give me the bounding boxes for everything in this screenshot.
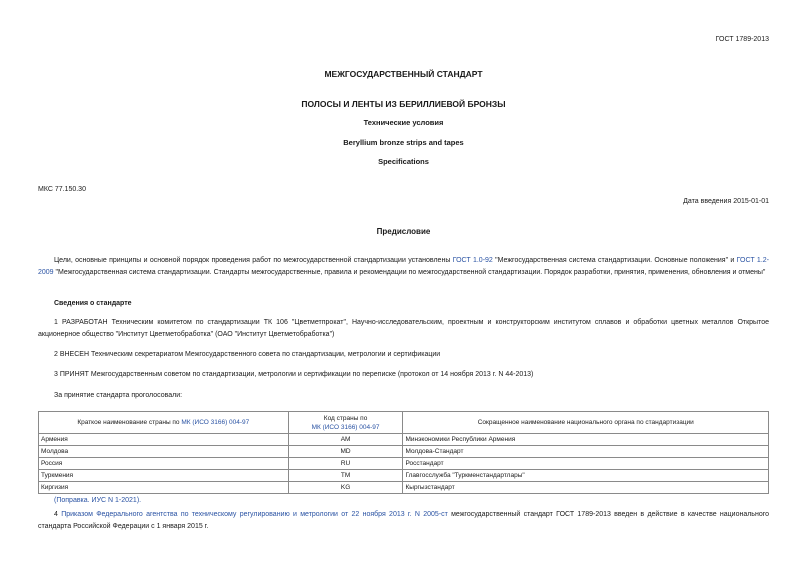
body-cell: Росстандарт (403, 458, 769, 470)
table-row (39, 434, 769, 446)
code-cell: TM (288, 470, 403, 482)
order-paragraph (38, 509, 769, 533)
standard-info-heading: Сведения о стандарте (54, 300, 132, 307)
country-cell: Молдова (39, 446, 289, 458)
document-code: ГОСТ 1789-2013 (715, 36, 769, 43)
col1-text: Краткое наименование страны по (77, 419, 182, 426)
table-row (39, 458, 769, 470)
body-cell: Главгосслужба "Туркменстандартлары" (403, 470, 769, 482)
gost-1-2-2009-link[interactable]: ГОСТ 1.2-2009 (38, 257, 769, 276)
gost-1-0-92-link[interactable]: ГОСТ 1.0-92 (452, 257, 493, 264)
standard-type-heading: МЕЖГОСУДАРСТВЕННЫЙ СТАНДАРТ (324, 69, 483, 79)
mk-iso-link-2[interactable]: МК (ИСО 3166) 004-97 (311, 423, 380, 431)
national-body-header: Сокращенное наименование национального органа по стандартизации (403, 412, 769, 434)
mks-code: МКС 77.150.30 (38, 186, 86, 193)
intro-date: Дата введения 2015-01-01 (683, 198, 769, 205)
developed-by-paragraph: 1 РАЗРАБОТАН Техническим комитетом по стандартизации ТК 106 "Цветметпрокат", Научно-исследовательским, проектным и конструкторским институтом сплавов и обработки цветных металлов Открытое акционерное общество "Институт Цветметобработка" (ОАО "Институт Цветметобработка") (38, 319, 769, 338)
amendment-link[interactable]: (Поправка. ИУС N 1-2021). (54, 497, 142, 504)
code-cell: KG (288, 482, 403, 494)
voted-paragraph: За принятие стандарта проголосовали: (54, 392, 183, 399)
code-cell: RU (288, 458, 403, 470)
col2-text: Код страны по (323, 414, 368, 422)
rosstandart-order-link[interactable]: Приказом Федерального агентства по техническому регулированию и метрологии от 22 ноября 2013 г. N 2005-ст (61, 511, 448, 518)
voting-states-table (38, 411, 769, 494)
country-name-header (39, 412, 289, 434)
document-title: ПОЛОСЫ И ЛЕНТЫ ИЗ БЕРИЛЛИЕВОЙ БРОНЗЫ (301, 99, 506, 109)
mk-iso-link[interactable]: МК (ИСО 3166) 004-97 (181, 419, 250, 426)
p1-text-a: Цели, основные принципы и основной порядок проведения работ по межгосударственной стандартизации установлены (54, 257, 453, 264)
table-row (39, 470, 769, 482)
preface-paragraph-1 (38, 255, 769, 279)
country-cell: Армения (39, 434, 289, 446)
code-cell: AM (288, 434, 403, 446)
document-title-en: Beryllium bronze strips and tapes (343, 138, 464, 147)
p6-number: 4 (54, 511, 62, 518)
p1-text-c: "Межгосударственная система стандартизации. Стандарты межгосударственные, правила и рекомендации по межгосударственной стандартизации. Порядок разработки, принятия, применения, обновления и отмены" (53, 269, 766, 276)
p1-text-b: "Межгосударственная система стандартизации. Основные положения" и (492, 257, 737, 264)
country-cell: Россия (39, 458, 289, 470)
document-subtitle-en: Specifications (378, 157, 429, 166)
body-cell: Молдова-Стандарт (403, 446, 769, 458)
code-cell: MD (288, 446, 403, 458)
country-cell: Киргизия (39, 482, 289, 494)
country-cell: Туркмения (39, 470, 289, 482)
table-header-row (39, 412, 769, 434)
p6-text: межгосударственный стандарт ГОСТ 1789-2013 введен в действие в качестве национального стандарта Российской Федерации с 1 января 2015 г. (38, 511, 770, 530)
table-row (39, 446, 769, 458)
adopted-by-paragraph: 3 ПРИНЯТ Межгосударственным советом по стандартизации, метрологии и сертификации по переписке (протокол от 14 ноября 2013 г. N 44-2013) (54, 371, 534, 378)
table-row (39, 482, 769, 494)
body-cell: Кыргызстандарт (403, 482, 769, 494)
country-code-header (288, 412, 403, 434)
preface-heading: Предисловие (376, 227, 431, 236)
document-subtitle: Технические условия (363, 118, 444, 127)
submitted-by-paragraph: 2 ВНЕСЕН Техническим секретариатом Межгосударственного совета по стандартизации, метрологии и сертификации (54, 351, 441, 358)
body-cell: Минэкономики Республики Армения (403, 434, 769, 446)
